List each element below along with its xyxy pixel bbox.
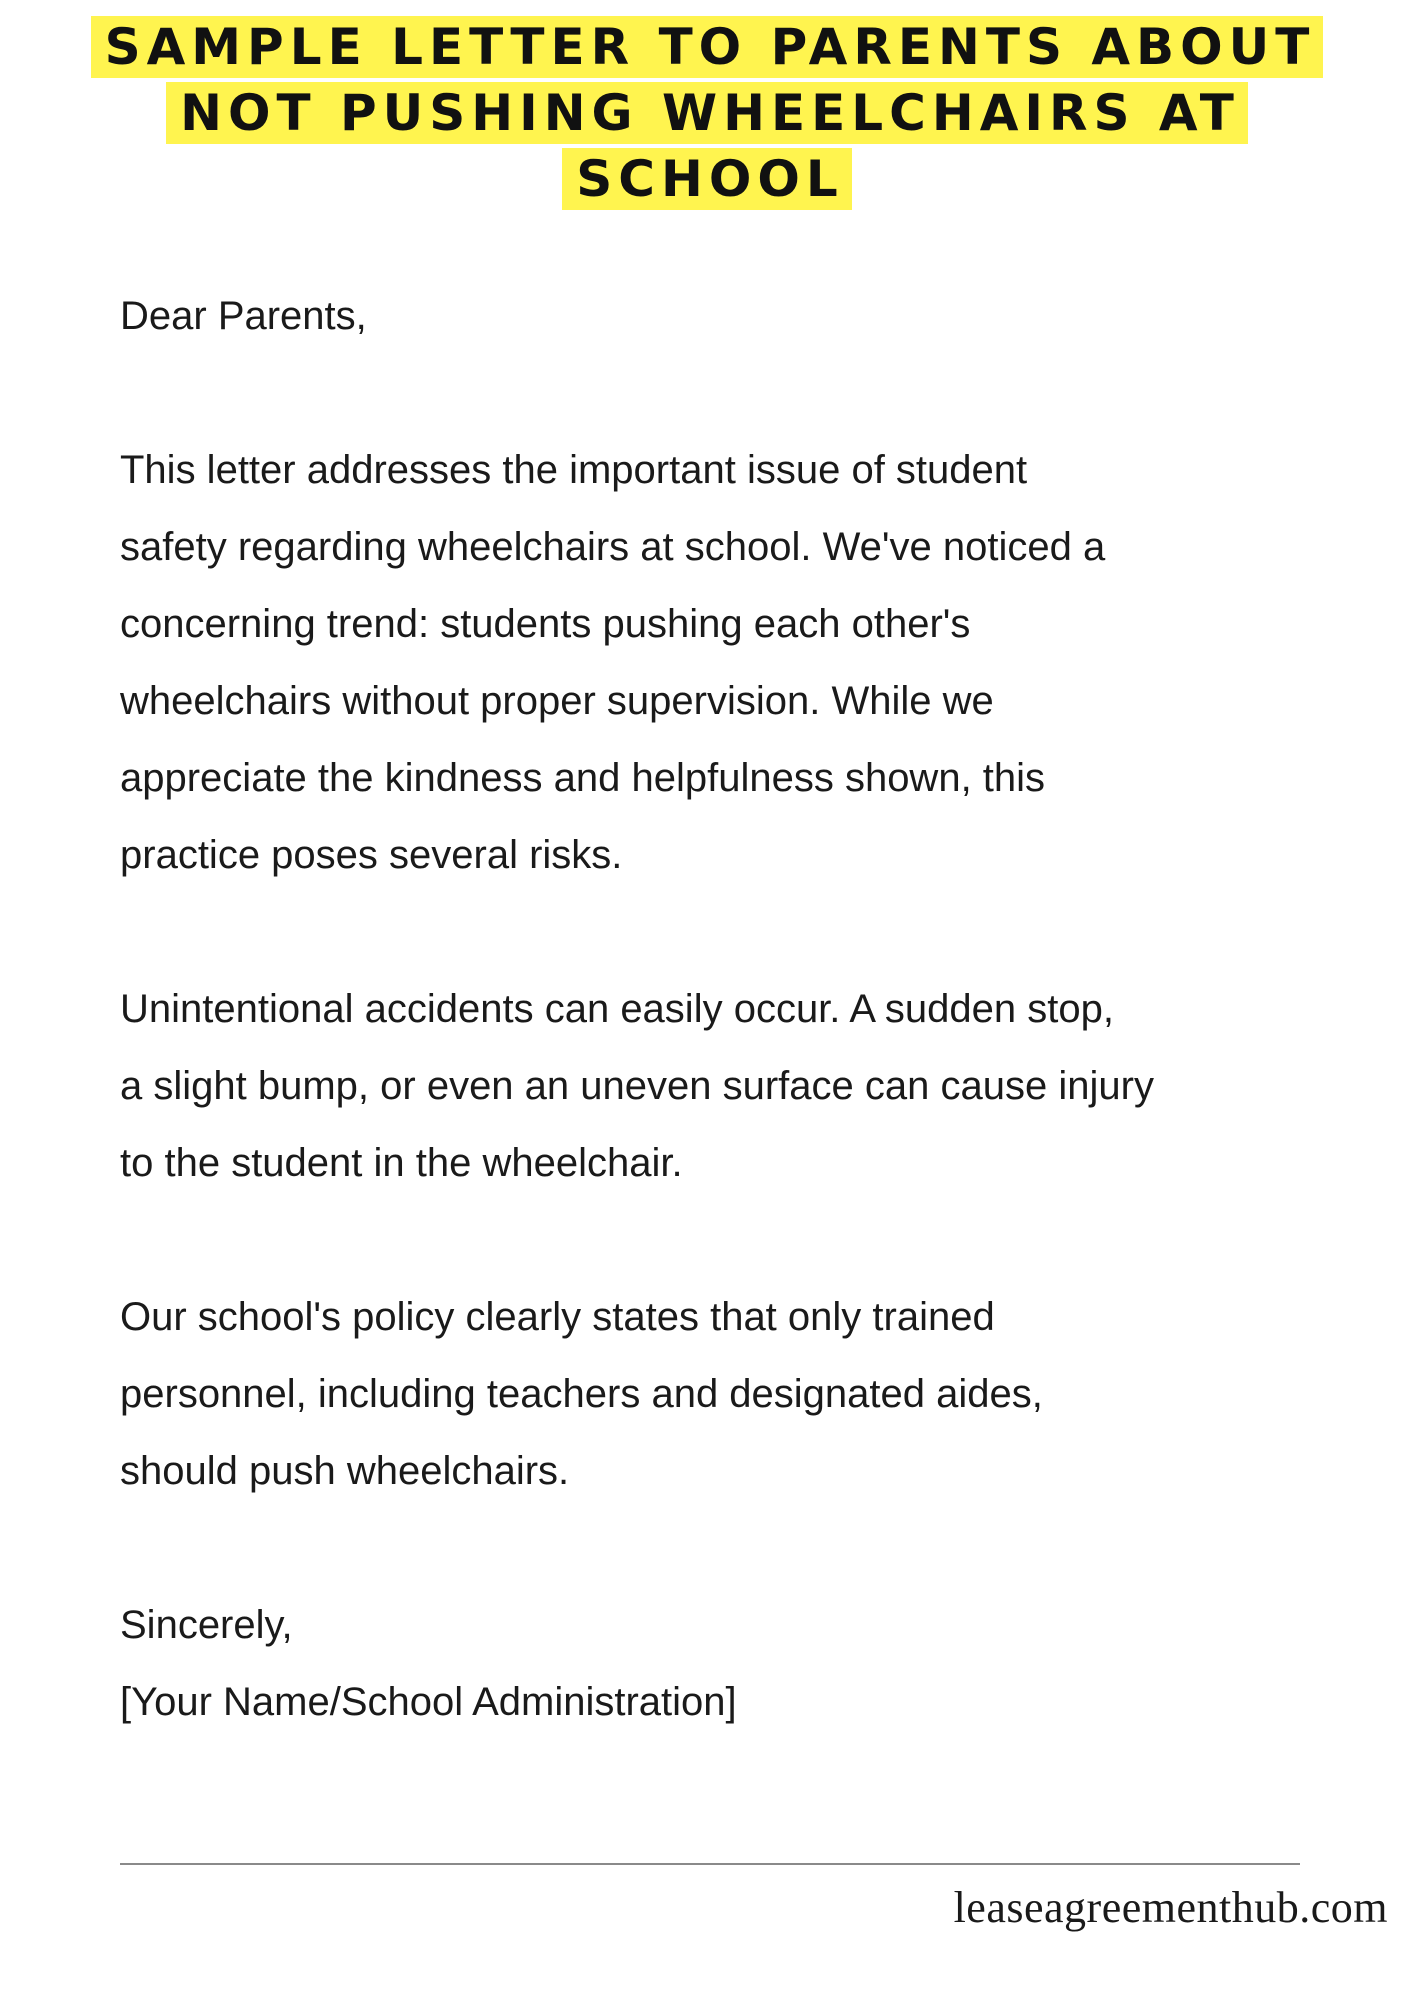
- closing: Sincerely,: [120, 1603, 293, 1647]
- footer-divider: [120, 1863, 1300, 1865]
- paragraph-3-line: Our school's policy clearly states that only trained: [120, 1295, 995, 1339]
- paragraph-1-line: practice poses several risks.: [120, 833, 623, 877]
- paragraph-3: [120, 1279, 1350, 1510]
- paragraph-3-line: personnel, including teachers and designated aides,: [120, 1372, 1043, 1416]
- signature: [Your Name/School Administration]: [120, 1680, 737, 1724]
- title-row-3: [0, 148, 1414, 214]
- paragraph-1-line: appreciate the kindness and helpfulness shown, this: [120, 756, 1046, 800]
- document-title: [0, 16, 1414, 214]
- greeting-paragraph: [120, 278, 1350, 355]
- closing-block: [120, 1587, 1350, 1741]
- title-line-3: SCHOOL: [562, 148, 851, 210]
- paragraph-1-line: concerning trend: students pushing each other's: [120, 602, 971, 646]
- title-line-2: NOT PUSHING WHEELCHAIRS AT: [166, 82, 1248, 144]
- paragraph-1-line: safety regarding wheelchairs at school. We've noticed a: [120, 525, 1106, 569]
- paragraph-2-line: Unintentional accidents can easily occur. A sudden stop,: [120, 987, 1114, 1031]
- paragraph-2: [120, 971, 1350, 1202]
- paragraph-3-line: should push wheelchairs.: [120, 1449, 570, 1493]
- paragraph-1-line: This letter addresses the important issue of student: [120, 448, 1028, 492]
- paragraph-1: [120, 432, 1350, 894]
- title-row-1: [0, 16, 1414, 82]
- title-row-2: [0, 82, 1414, 148]
- paragraph-2-line: a slight bump, or even an uneven surface can cause injury: [120, 1064, 1154, 1108]
- letter-body: [120, 278, 1350, 1741]
- footer-site-name: leaseagreementhub.com: [953, 1883, 1388, 1932]
- paragraph-1-line: wheelchairs without proper supervision. While we: [120, 679, 994, 723]
- title-line-1: SAMPLE LETTER TO PARENTS ABOUT: [91, 16, 1324, 78]
- greeting: Dear Parents,: [120, 294, 367, 338]
- paragraph-2-line: to the student in the wheelchair.: [120, 1141, 683, 1185]
